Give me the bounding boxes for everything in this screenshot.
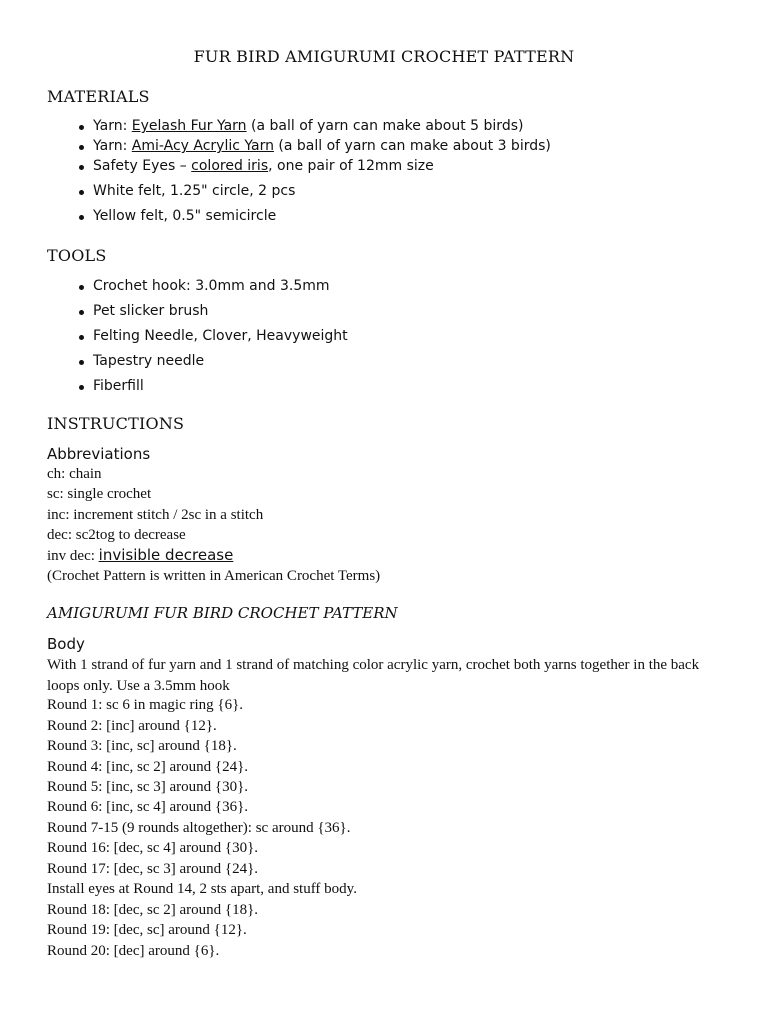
instructions-heading: INSTRUCTIONS xyxy=(47,414,185,433)
list-item xyxy=(78,118,523,134)
list-item-text: Felting Needle, Clover, Heavyweight xyxy=(93,328,348,344)
round-line: Round 18: [dec, sc 2] around {18}. xyxy=(47,902,259,918)
item-suffix: (a ball of yarn can make about 3 birds) xyxy=(273,138,551,154)
terms-note: (Crochet Pattern is written in American Crochet Terms) xyxy=(47,568,381,584)
abbreviations-heading: Abbreviations xyxy=(47,445,151,463)
item-suffix: (a ball of yarn can make about 5 birds) xyxy=(246,118,524,134)
round-line: Round 19: [dec, sc] around {12}. xyxy=(47,922,247,938)
inv-dec-label: inv dec: xyxy=(47,548,99,564)
item-prefix: Yarn: xyxy=(93,138,132,154)
abbreviation-line: ch: chain xyxy=(47,466,102,482)
list-item xyxy=(78,208,276,224)
abbreviation-line xyxy=(47,546,233,565)
list-item xyxy=(78,158,434,174)
round-line: Round 1: sc 6 in magic ring {6}. xyxy=(47,697,244,713)
list-item xyxy=(78,378,144,394)
item-suffix: , one pair of 12mm size xyxy=(268,158,434,174)
round-line: Install eyes at Round 14, 2 sts apart, and stuff body. xyxy=(47,881,357,897)
round-line: Round 3: [inc, sc] around {18}. xyxy=(47,738,237,754)
pattern-title: AMIGURUMI FUR BIRD CROCHET PATTERN xyxy=(47,604,398,622)
round-line: Round 7-15 (9 rounds altogether): sc around {36}. xyxy=(47,820,351,836)
round-line: Round 17: [dec, sc 3] around {24}. xyxy=(47,861,259,877)
list-item xyxy=(78,328,348,344)
list-item-text: White felt, 1.25" circle, 2 pcs xyxy=(93,183,296,199)
list-item xyxy=(78,303,208,319)
body-intro: With 1 strand of fur yarn and 1 strand of matching color acrylic yarn, crochet both yarns together in the back loops only. Use a 3.5mm hook xyxy=(47,657,700,694)
list-item xyxy=(78,278,330,294)
colored-iris-link[interactable]: colored iris xyxy=(191,158,269,174)
list-item-text: Yellow felt, 0.5" semicircle xyxy=(93,208,277,224)
ami-acy-acrylic-yarn-link[interactable]: Ami-Acy Acrylic Yarn xyxy=(131,138,274,154)
abbreviation-line: sc: single crochet xyxy=(47,486,152,502)
round-line: Round 4: [inc, sc 2] around {24}. xyxy=(47,759,249,775)
list-item-text: Pet slicker brush xyxy=(93,303,209,319)
list-item xyxy=(78,183,295,199)
item-prefix: Yarn: xyxy=(93,118,132,134)
round-line: Round 6: [inc, sc 4] around {36}. xyxy=(47,799,249,815)
round-line: Round 2: [inc] around {12}. xyxy=(47,718,217,734)
abbreviation-line: dec: sc2tog to decrease xyxy=(47,527,186,543)
list-item xyxy=(78,138,551,154)
tools-heading: TOOLS xyxy=(47,246,107,265)
list-item-text: Fiberfill xyxy=(93,378,144,394)
list-item xyxy=(78,353,204,369)
round-line: Round 5: [inc, sc 3] around {30}. xyxy=(47,779,249,795)
list-item-text: Tapestry needle xyxy=(93,353,205,369)
eyelash-fur-yarn-link[interactable]: Eyelash Fur Yarn xyxy=(131,118,247,134)
invisible-decrease-link[interactable]: invisible decrease xyxy=(98,546,234,564)
body-heading: Body xyxy=(47,635,85,653)
page-title: FUR BIRD AMIGURUMI CROCHET PATTERN xyxy=(193,47,575,66)
item-prefix: Safety Eyes – xyxy=(93,158,192,174)
round-line: Round 16: [dec, sc 4] around {30}. xyxy=(47,840,259,856)
abbreviation-line: inc: increment stitch / 2sc in a stitch xyxy=(47,507,264,523)
round-line: Round 20: [dec] around {6}. xyxy=(47,943,220,959)
list-item-text: Crochet hook: 3.0mm and 3.5mm xyxy=(93,278,330,294)
materials-heading: MATERIALS xyxy=(47,87,150,106)
